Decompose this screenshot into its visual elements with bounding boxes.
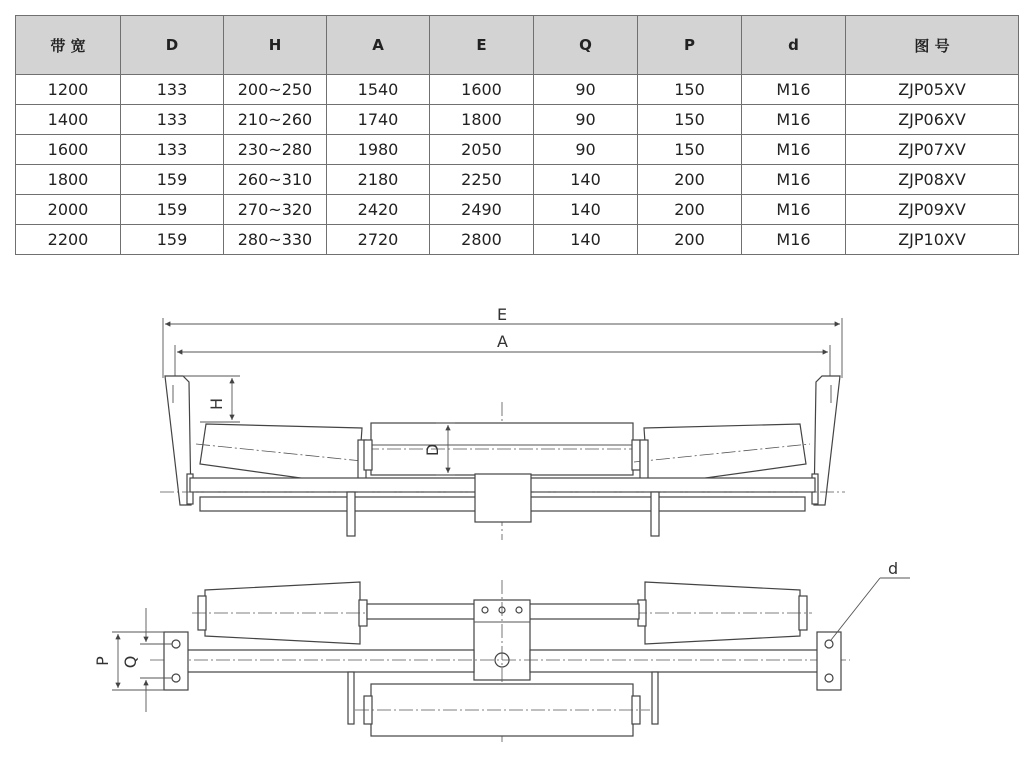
table-cell: M16	[742, 195, 846, 225]
header-e: E	[430, 16, 534, 75]
table-cell: 159	[121, 195, 224, 225]
table-cell: 1800	[430, 105, 534, 135]
table-cell: 2180	[327, 165, 430, 195]
table-cell: 2490	[430, 195, 534, 225]
table-cell: 140	[534, 225, 638, 255]
label-p: P	[93, 656, 112, 666]
top-right-roller	[633, 582, 812, 644]
table-cell: 2050	[430, 135, 534, 165]
table-cell: ZJP07XV	[846, 135, 1019, 165]
top-left-end-plate	[164, 632, 188, 690]
table-cell: 230~280	[224, 135, 327, 165]
table-cell: 90	[534, 135, 638, 165]
table-cell: 280~330	[224, 225, 327, 255]
header-a: A	[327, 16, 430, 75]
table-cell: 1400	[16, 105, 121, 135]
header-h: H	[224, 16, 327, 75]
cross-beam-front	[160, 474, 845, 536]
label-q: Q	[121, 655, 140, 669]
table-cell: ZJP06XV	[846, 105, 1019, 135]
table-cell: 200	[638, 195, 742, 225]
dimension-h	[183, 376, 240, 422]
header-belt-width: 带 宽	[16, 16, 121, 75]
table-cell: 200~250	[224, 75, 327, 105]
table-cell: 159	[121, 225, 224, 255]
table-cell: 270~320	[224, 195, 327, 225]
label-e: E	[497, 305, 508, 324]
header-d-diameter: D	[121, 16, 224, 75]
table-cell: 1740	[327, 105, 430, 135]
table-cell: 150	[638, 135, 742, 165]
table-cell: 140	[534, 195, 638, 225]
table-cell: 1540	[327, 75, 430, 105]
table-cell: 1800	[16, 165, 121, 195]
table-cell: 2200	[16, 225, 121, 255]
table-cell: M16	[742, 75, 846, 105]
table-cell: ZJP10XV	[846, 225, 1019, 255]
header-p: P	[638, 16, 742, 75]
top-right-support	[652, 672, 658, 724]
top-view	[93, 559, 910, 742]
dimension-bolt-d	[831, 559, 910, 640]
table-cell: 200	[638, 165, 742, 195]
table-cell: ZJP08XV	[846, 165, 1019, 195]
label-h: H	[207, 397, 226, 411]
table-cell: 260~310	[224, 165, 327, 195]
table-cell: M16	[742, 165, 846, 195]
table-cell: 133	[121, 135, 224, 165]
top-right-end-plate	[817, 632, 841, 690]
top-left-roller	[192, 582, 372, 644]
table-cell: M16	[742, 105, 846, 135]
header-bolt-d: d	[742, 16, 846, 75]
table-cell: 133	[121, 105, 224, 135]
table-cell: 90	[534, 105, 638, 135]
table-cell: 210~260	[224, 105, 327, 135]
right-bracket	[812, 376, 840, 505]
table-cell: M16	[742, 225, 846, 255]
table-cell: 2250	[430, 165, 534, 195]
table-cell: 2000	[16, 195, 121, 225]
table-cell: 90	[534, 75, 638, 105]
label-bolt-d: d	[888, 559, 899, 578]
table-cell: 140	[534, 165, 638, 195]
dimension-a	[175, 332, 830, 378]
table-cell: 159	[121, 165, 224, 195]
table-cell: 2800	[430, 225, 534, 255]
table-cell: 200	[638, 225, 742, 255]
left-wing-roller	[196, 424, 372, 486]
table-cell: 2720	[327, 225, 430, 255]
table-cell: 150	[638, 75, 742, 105]
front-view	[160, 305, 845, 540]
table-cell: 2420	[327, 195, 430, 225]
table-cell: ZJP05XV	[846, 75, 1019, 105]
table-cell: 1200	[16, 75, 121, 105]
header-q: Q	[534, 16, 638, 75]
header-drawing-number: 图 号	[846, 16, 1019, 75]
table-cell: ZJP09XV	[846, 195, 1019, 225]
table-cell: 1980	[327, 135, 430, 165]
label-a: A	[497, 332, 508, 351]
top-left-support	[348, 672, 354, 724]
label-d-diameter: D	[423, 443, 442, 457]
table-cell: 1600	[430, 75, 534, 105]
table-cell: 150	[638, 105, 742, 135]
table-cell: M16	[742, 135, 846, 165]
center-roller	[364, 423, 640, 475]
table-cell: 1600	[16, 135, 121, 165]
table-cell: 133	[121, 75, 224, 105]
right-wing-roller	[634, 424, 810, 486]
top-lower-roller	[355, 684, 650, 736]
left-bracket	[165, 376, 193, 505]
